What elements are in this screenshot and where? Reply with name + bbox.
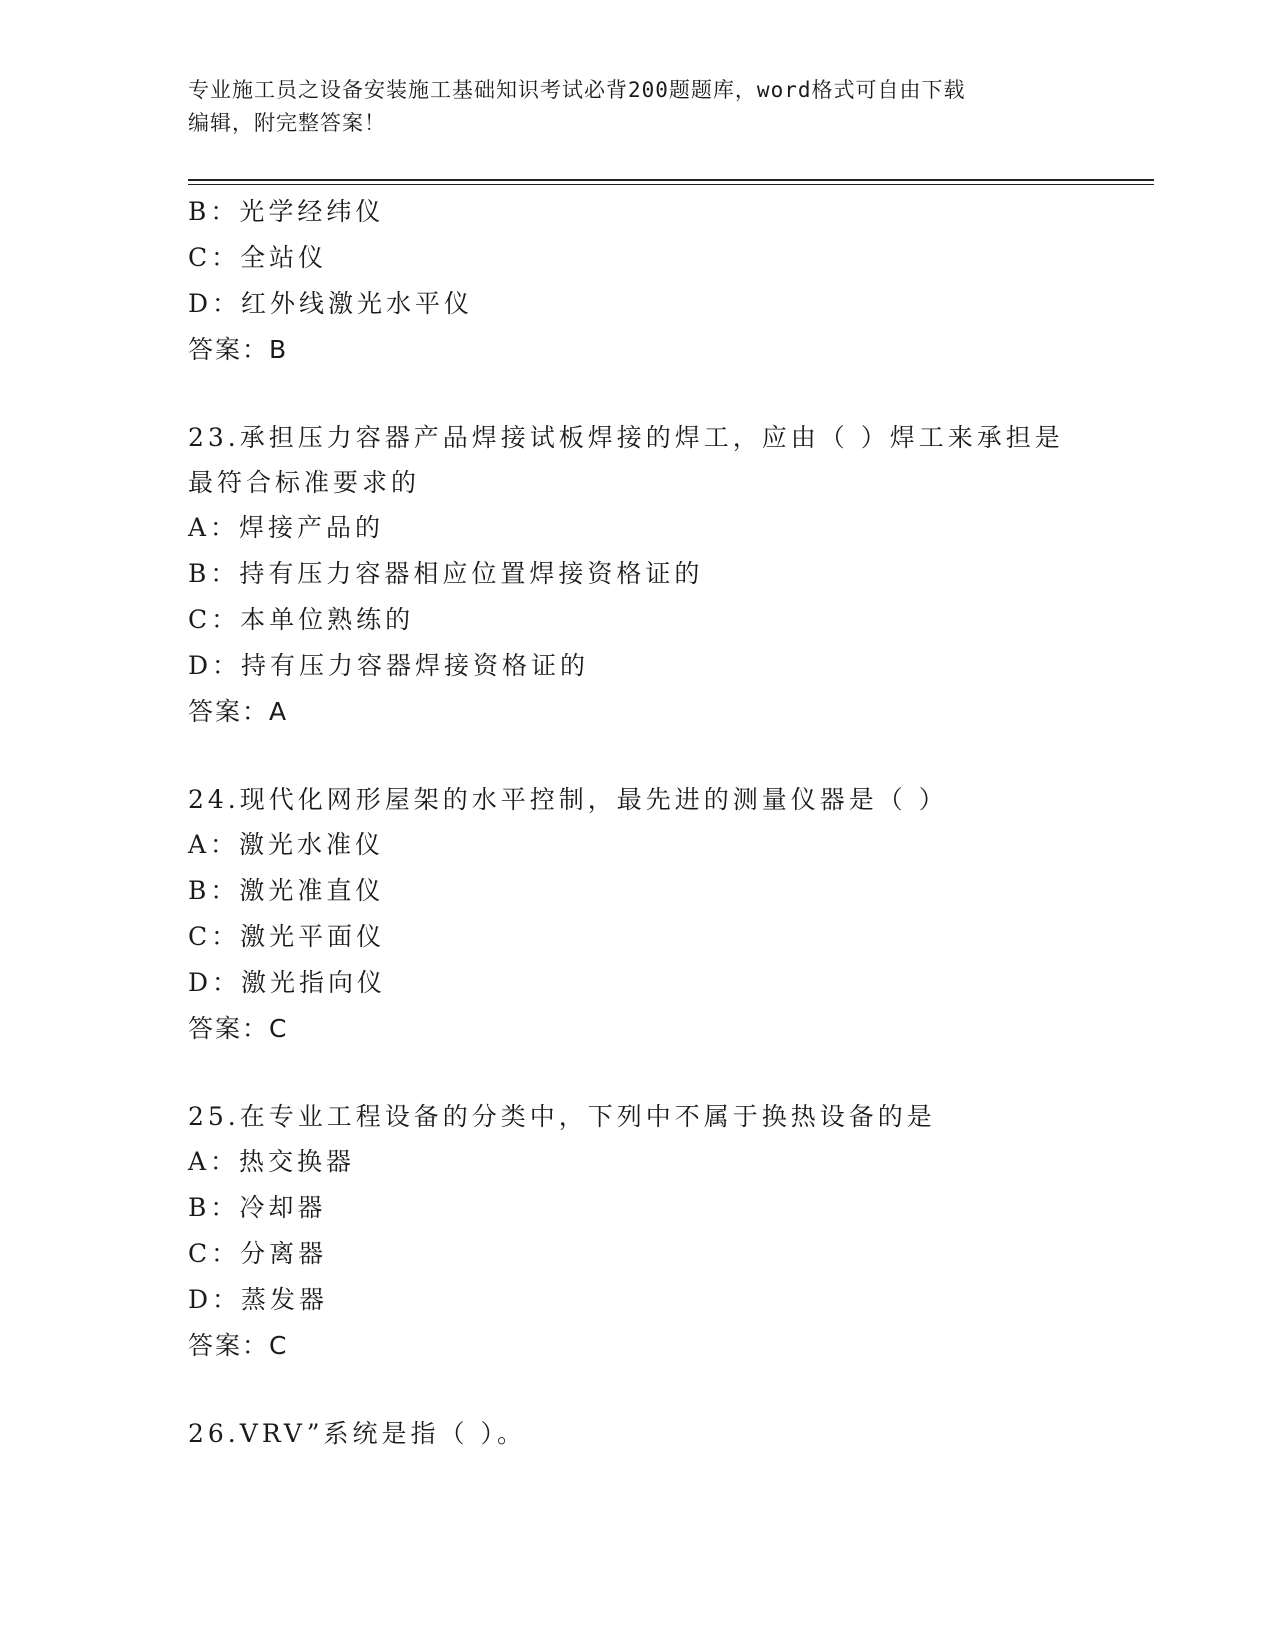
option-c: C：分离器 [188, 1239, 328, 1268]
header-rule-thick [188, 179, 1154, 181]
option-d: D：激光指向仪 [188, 968, 387, 997]
option-d: D：蒸发器 [188, 1285, 329, 1314]
answer-line: 答案：A [188, 697, 289, 726]
option-d: D：持有压力容器焊接资格证的 [188, 651, 590, 680]
header-rule-thin [188, 184, 1154, 185]
option-b: B：持有压力容器相应位置焊接资格证的 [188, 559, 704, 588]
option-c: C：全站仪 [188, 243, 328, 272]
question-stem-continued: 最符合标准要求的 [188, 468, 421, 497]
option-b: B：冷却器 [188, 1193, 327, 1222]
question-26 [188, 1411, 1088, 1456]
answer-line: 答案：B [188, 335, 289, 364]
option-c: C：本单位熟练的 [188, 605, 415, 634]
header-title-line-2: 编辑，附完整答案！ [188, 111, 386, 135]
option-c: C：激光平面仪 [188, 922, 386, 951]
option-a: A：热交换器 [188, 1147, 356, 1176]
option-a: A：焊接产品的 [188, 513, 385, 542]
question-25 [188, 1094, 1088, 1369]
question-23 [188, 415, 1088, 735]
previous-question-tail [188, 189, 1088, 373]
question-stem: 26.VRV”系统是指（ ）。 [188, 1419, 526, 1448]
option-b: B：光学经纬仪 [188, 197, 385, 226]
option-a: A：激光水准仪 [188, 830, 385, 859]
document-header [188, 74, 1068, 140]
option-d: D：红外线激光水平仪 [188, 289, 474, 318]
header-title-line-1: 专业施工员之设备安装施工基础知识考试必背200题题库，word格式可自由下载 [188, 78, 966, 102]
question-stem: 24.现代化网形屋架的水平控制，最先进的测量仪器是（ ） [188, 785, 948, 814]
option-b: B：激光准直仪 [188, 876, 385, 905]
answer-line: 答案：C [188, 1014, 289, 1043]
question-stem: 25.在专业工程设备的分类中，下列中不属于换热设备的是 [188, 1102, 936, 1131]
question-24 [188, 777, 1088, 1052]
answer-line: 答案：C [188, 1331, 289, 1360]
question-stem: 23.承担压力容器产品焊接试板焊接的焊工，应由（ ）焊工来承担是 [188, 423, 1064, 452]
document-body [188, 189, 1088, 1456]
